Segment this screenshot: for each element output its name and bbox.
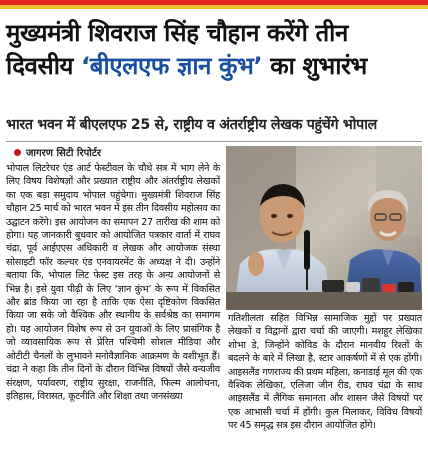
headline-line-1: मुख्यमंत्री शिवराज सिंह चौहान करेंगे तीन — [6, 19, 348, 47]
headline-line-2 — [6, 50, 424, 83]
headline-line-2-pre: दिवसीय — [6, 52, 82, 80]
press-conference-photo — [226, 146, 422, 310]
headline — [6, 17, 424, 83]
article-paragraph-left: भोपाल लिटरेचर एंड आर्ट फेस्टीवल के चौथे सत्र में भाग लेने के लिए विषय विशेषज्ञों और प्रख्यात राष्ट्रीय और अंतर्राष्ट्रीय लेखकों का एक बड़ा समुदाय भोपाल पहुंचेगा। मुख्यमंत्री शिवराज सिंह चौहान 25 मार्च को भारत भवन में इस तीन दिवसीय महोत्सव का उद्घाटन करेंगे। इस आयोजन का समापन 27 तारीख की शाम को होगा। यह जानकारी बुधवार को आयोजित पत्रकार वार्ता में राघव चंद्रा, पूर्व आईएएस अधिकारी व लेखक और आयोजक संस्था सोसाइटी फॉर कल्चर एंड एनवायरमेंट के अध्यक्ष ने दी। उन्होंने बताया कि, भोपाल लिट फेस्ट इस तरह के अन्य आयोजनों से भिन्न है। इसे युवा पीढ़ी के लिए ‘ज्ञान कुंभ’ के रूप में विकसित और ब्रांड किया जा रहा है ताकि एक ऐसा दृष्टिकोण विकसित किया जा सके जो वैश्विक और स्थानीय के सर्वश्रेष्ठ का समागम हो। यह आयोजन विशेष रूप से उन युवाओं के लिए प्रासंगिक है जो व्यावसायिक रूप से प्रेरित पश्चिमी सोशल मीडिया और ओटीटी चैनलों के लुभावने मनोवैज्ञानिक आक्रमण के वशीभूत हैं। चंद्रा ने कहा कि तीन दिनों के दौरान विभिन्न विषयों जैसे वन्यजीव संरक्षण, पर्यावरण, राष्ट्रीय सुरक्षा, राजनीति, फिल्म आलोचना, इतिहास, विरासत, कूटनीति और शिक्षा तथा जनसंख्या — [6, 163, 220, 402]
byline — [14, 147, 224, 160]
subheadline: भारत भवन में बीएलएफ 25 से, राष्ट्रीय व अंतर्राष्ट्रीय लेखक पहुंचेंगे भोपाल — [6, 117, 377, 133]
article-paragraph-right: गतिशीलता सहित विभिन्न सामाजिक मुद्दों पर प्रख्यात लेखकों व विद्वानों द्वारा चर्चा की जाएगी। मशहूर लेखिका शोभा डे, जिन्होंने कोविड के दौरान मानवीय रिश्तों के बदलने के बारे में लिखा है, स्टार आकर्षणों में से एक होंगी। आइसलैंड गणराज्य की प्रथम महिला, कनाडाई मूल की एक वैश्विक लेखिका, एलिजा जीन रीड, राघव चंद्रा के साथ आइसलैंड में लैंगिक समानता और शासन जैसे विषयों पर एक आभासी चर्चा में होंगी। कुल मिलाकर, विविध विषयों पर 45 समृद्ध सत्र इस दौरान आयोजित होंगे। — [228, 313, 422, 432]
byline-text: जागरण सिटी रिपोर्टर — [26, 148, 101, 159]
article-body-left — [6, 162, 220, 403]
photo-illustration — [226, 146, 422, 310]
masthead-color-bar — [0, 0, 428, 9]
headline-highlight: ‘बीएलएफ ज्ञान कुंभ’ — [81, 52, 263, 80]
masthead-yellow-stripe — [0, 5, 428, 9]
headline-line-2-post: का शुभारंभ — [262, 52, 367, 80]
divider — [6, 141, 422, 142]
bullet-icon — [14, 149, 21, 156]
article-body-right — [228, 312, 422, 433]
